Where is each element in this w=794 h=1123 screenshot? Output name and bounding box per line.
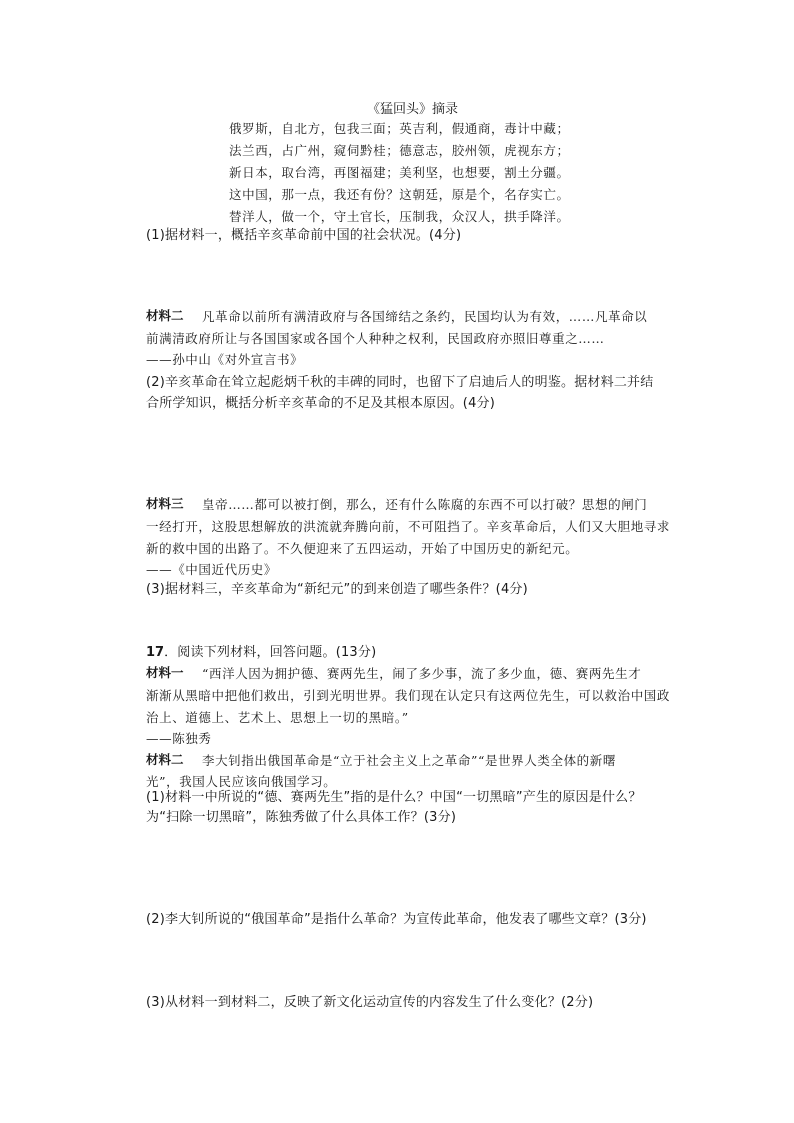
q17-material-1-line-2: 渐渐从黑暗中把他们救出，引到光明世界。我们现在认定只有这两位先生，可以救治中国政 [146, 688, 671, 703]
material-3-line-1: 皇帝……都可以被打倒，那么，还有什么陈腐的东西不可以打破？思想的闸门 [202, 497, 648, 512]
q17-material-1-label: 材料一 [146, 665, 184, 680]
material-2-line-1: 凡革命以前所有满清政府与各国缔结之条约，民国均认为有效，……凡革命以 [202, 309, 648, 324]
material-3-source: ——《中国近代历史》 [146, 562, 278, 577]
material-3-line-3: 新的救中国的出路了。不久便迎来了五四运动，开始了中国历史的新纪元。 [146, 541, 579, 556]
question-16-2-line-1: (2)辛亥革命在耸立起彪炳千秋的丰碑的同时，也留下了启迪后人的明鉴。据材料二并结 [146, 375, 654, 390]
poem-line-3: 新日本，取台湾，再图福建；美利坚，也想要，割土分疆。 [229, 165, 570, 180]
question-17-number: 17 [146, 645, 165, 660]
q17-material-1-line-1: “西洋人因为拥护德、赛两先生，闹了多少事，流了多少血，德、赛两先生才 [202, 666, 642, 681]
question-16-1: (1)据材料一，概括辛亥革命前中国的社会状况。(4分) [146, 228, 462, 243]
question-16-2-line-2: 合所学知识，概括分析辛亥革命的不足及其根本原因。(4分) [146, 396, 496, 411]
poem-line-2: 法兰西，占广州，窥伺黔桂；德意志，胶州领，虎视东方； [229, 143, 570, 158]
question-17-1-line-2: 为“扫除一切黑暗”，陈独秀做了什么具体工作？(3分) [146, 810, 457, 825]
poem-line-1: 俄罗斯，自北方，包我三面；英吉利，假通商，毒计中藏； [229, 121, 570, 136]
q17-material-2-label: 材料二 [146, 752, 184, 767]
question-16-3: (3)据材料三，辛亥革命为“新纪元”的到来创造了哪些条件？(4分) [146, 582, 528, 597]
material-3-label: 材料三 [146, 496, 184, 511]
question-17-2: (2)李大钊所说的“俄国革命”是指什么革命？为宣传此革命，他发表了哪些文章？(3分) [146, 912, 647, 927]
poem-line-4: 这中国，那一点，我还有份？这朝廷，原是个，名存实亡。 [229, 187, 570, 202]
material-2-label: 材料二 [146, 308, 184, 323]
question-17-3: (3)从材料一到材料二，反映了新文化运动宣传的内容发生了什么变化？(2分) [146, 995, 594, 1010]
q17-material-2-line-2: 光”，我国人民应该向俄国学习。 [146, 774, 337, 789]
poem-title: 《猛回头》摘录 [367, 102, 459, 117]
q17-material-1-source: ——陈独秀 [146, 731, 212, 746]
material-3-line-2: 一经打开，这股思想解放的洪流就奔腾向前，不可阻挡了。辛亥革命后，人们又大胆地寻求 [146, 519, 671, 534]
material-2-source: ——孙中山《对外宣言书》 [146, 352, 304, 367]
question-17-heading [146, 641, 376, 660]
question-17-stem: ．阅读下列材料，回答问题。(13分) [164, 645, 377, 660]
poem-line-5: 替洋人，做一个，守土官长，压制我，众汉人，拱手降洋。 [229, 209, 570, 224]
question-17-1-line-1: (1)材料一中所说的“德、赛两先生”指的是什么？中国“一切黑暗”产生的原因是什么？ [146, 790, 642, 805]
q17-material-2-line-1: 李大钊指出俄国革命是“立于社会主义上之革命”“是世界人类全体的新曙 [202, 753, 616, 768]
material-2-line-2: 前满清政府所让与各国国家或各国个人种种之权利，民国政府亦照旧尊重之…… [146, 331, 605, 346]
q17-material-1-line-3: 治上、道德上、艺术上、思想上一切的黑暗。” [146, 710, 409, 725]
